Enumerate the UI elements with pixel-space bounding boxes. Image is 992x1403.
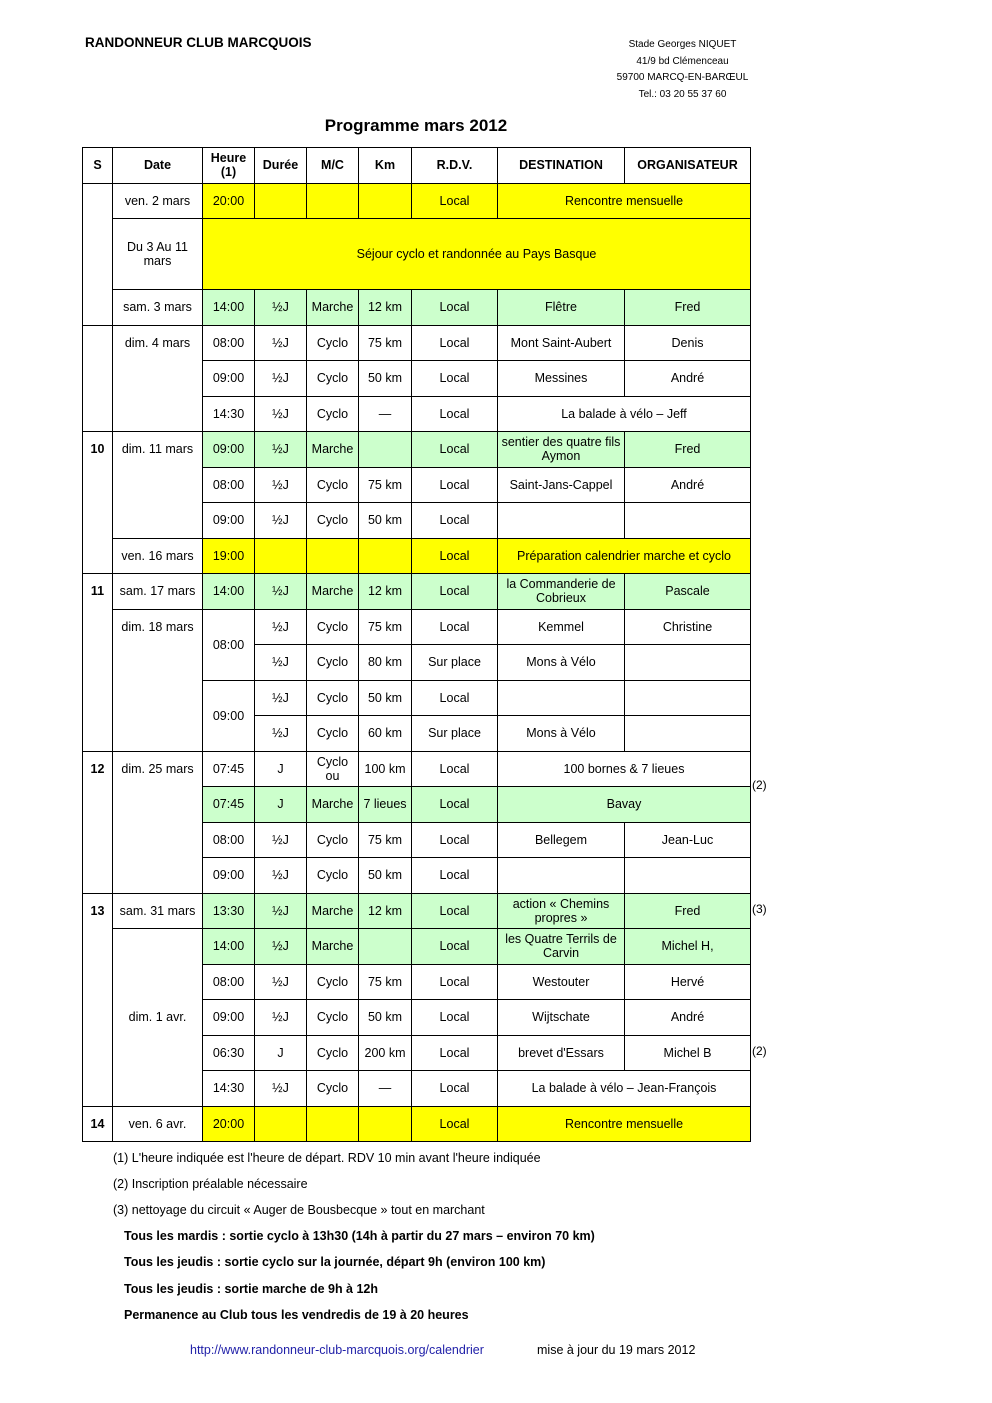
week-cell: 13 <box>83 893 113 1106</box>
rdv-cell: Local <box>412 325 498 361</box>
organizer-cell <box>625 680 751 716</box>
type-cell: Cyclo <box>307 645 359 681</box>
programme-table <box>82 147 751 1142</box>
rdv-cell: Local <box>412 609 498 645</box>
date-cell: dim. 25 mars <box>113 751 203 893</box>
table-row <box>83 325 751 361</box>
destination-cell: la Commanderie de Cobrieux <box>498 574 625 610</box>
organizer-cell <box>625 716 751 752</box>
col-header: Durée <box>255 148 307 184</box>
organizer-cell <box>625 858 751 894</box>
rdv-cell: Local <box>412 538 498 574</box>
col-header: Date <box>113 148 203 184</box>
header-row <box>83 148 751 184</box>
address-line: Stade Georges NIQUET <box>628 39 737 50</box>
organizer-cell: Denis <box>625 325 751 361</box>
km-cell: 12 km <box>359 893 412 929</box>
km-cell: 200 km <box>359 1035 412 1071</box>
announcement: Permanence au Club tous les vendredis de 19 à 20 heures <box>124 1308 469 1322</box>
rdv-cell: Local <box>412 503 498 539</box>
address-line: 59700 MARCQ-EN-BARŒUL <box>616 72 749 84</box>
organizer-cell: Fred <box>625 893 751 929</box>
destination-cell: Mons à Vélo <box>498 645 625 681</box>
duration-cell <box>255 1106 307 1142</box>
announcement: Tous les mardis : sortie cyclo à 13h30 (14h à partir du 27 mars – environ 70 km) <box>124 1229 595 1243</box>
type-cell: Cyclo <box>307 716 359 752</box>
week-cell <box>83 183 113 325</box>
rdv-cell: Local <box>412 432 498 468</box>
destination-cell: Kemmel <box>498 609 625 645</box>
rdv-cell: Local <box>412 290 498 326</box>
table-row <box>83 893 751 929</box>
type-cell: Cyclo <box>307 1035 359 1071</box>
week-cell: 12 <box>83 751 113 893</box>
table-row <box>83 432 751 468</box>
km-cell: 7 lieues <box>359 787 412 823</box>
col-header: DESTINATION <box>498 148 625 184</box>
km-cell <box>359 183 412 219</box>
destination-cell <box>498 503 625 539</box>
duration-cell: J <box>255 1035 307 1071</box>
duration-cell: ½J <box>255 290 307 326</box>
destination-cell: Rencontre mensuelle <box>498 183 751 219</box>
destination-cell: 100 bornes & 7 lieues <box>498 751 751 787</box>
organizer-cell: Jean-Luc <box>625 822 751 858</box>
organizer-cell: André <box>625 1000 751 1036</box>
date-cell: ven. 2 mars <box>113 183 203 219</box>
type-cell: Marche <box>307 290 359 326</box>
side-note: (2) <box>752 1044 767 1058</box>
rdv-cell: Local <box>412 822 498 858</box>
footnote: (2) Inscription préalable nécessaire <box>113 1177 308 1191</box>
calendar-link[interactable]: http://www.randonneur-club-marcquois.org/calendrier <box>190 1343 484 1357</box>
destination-cell: Bavay <box>498 787 751 823</box>
destination-cell <box>498 858 625 894</box>
rdv-cell: Local <box>412 183 498 219</box>
time-cell: 08:00 <box>203 467 255 503</box>
km-cell: 75 km <box>359 609 412 645</box>
type-cell: Marche <box>307 432 359 468</box>
week-cell: 11 <box>83 574 113 752</box>
table-row <box>83 183 751 219</box>
destination-cell: Rencontre mensuelle <box>498 1106 751 1142</box>
type-cell: Cyclo <box>307 964 359 1000</box>
duration-cell: ½J <box>255 645 307 681</box>
date-cell: dim. 4 mars <box>113 325 203 432</box>
rdv-cell: Local <box>412 1000 498 1036</box>
footnote: (3) nettoyage du circuit « Auger de Bousbecque » tout en marchant <box>113 1203 485 1217</box>
destination-cell: Flêtre <box>498 290 625 326</box>
address-line: Tel.: 03 20 55 37 60 <box>638 88 727 100</box>
time-cell: 09:00 <box>203 680 255 751</box>
type-cell: Cyclo <box>307 503 359 539</box>
type-cell: Cyclo <box>307 396 359 432</box>
rdv-cell: Local <box>412 361 498 397</box>
duration-cell: ½J <box>255 361 307 397</box>
time-cell: 09:00 <box>203 503 255 539</box>
type-cell: Marche <box>307 787 359 823</box>
type-cell: Cyclo ou <box>307 751 359 787</box>
type-cell <box>307 1106 359 1142</box>
km-cell: 80 km <box>359 645 412 681</box>
destination-cell: La balade à vélo – Jean-François <box>498 1071 751 1107</box>
week-cell: 10 <box>83 432 113 574</box>
destination-cell: Messines <box>498 361 625 397</box>
km-cell: — <box>359 396 412 432</box>
time-cell: 09:00 <box>203 432 255 468</box>
rdv-cell: Local <box>412 1071 498 1107</box>
km-cell: 60 km <box>359 716 412 752</box>
km-cell: 12 km <box>359 574 412 610</box>
rdv-cell: Sur place <box>412 716 498 752</box>
rdv-cell: Local <box>412 680 498 716</box>
duration-cell: ½J <box>255 1071 307 1107</box>
destination-cell: Séjour cyclo et randonnée au Pays Basque <box>203 219 751 290</box>
destination-cell: les Quatre Terrils de Carvin <box>498 929 625 965</box>
organizer-cell: Pascale <box>625 574 751 610</box>
destination-cell: brevet d'Essars <box>498 1035 625 1071</box>
km-cell: 75 km <box>359 964 412 1000</box>
organizer-cell: Michel H, <box>625 929 751 965</box>
time-cell: 07:45 <box>203 751 255 787</box>
destination-cell: sentier des quatre fils Aymon <box>498 432 625 468</box>
date-cell: sam. 3 mars <box>113 290 203 326</box>
side-note: (2) <box>752 778 767 792</box>
km-cell: 50 km <box>359 1000 412 1036</box>
organizer-cell: Fred <box>625 432 751 468</box>
organizer-cell: André <box>625 467 751 503</box>
time-cell: 14:00 <box>203 290 255 326</box>
table-row <box>83 751 751 787</box>
destination-cell: Mons à Vélo <box>498 716 625 752</box>
duration-cell: ½J <box>255 503 307 539</box>
table-row <box>83 290 751 326</box>
type-cell: Cyclo <box>307 467 359 503</box>
table-row <box>83 929 751 965</box>
duration-cell: J <box>255 787 307 823</box>
type-cell <box>307 538 359 574</box>
km-cell: 50 km <box>359 361 412 397</box>
duration-cell: ½J <box>255 964 307 1000</box>
rdv-cell: Local <box>412 929 498 965</box>
destination-cell: Westouter <box>498 964 625 1000</box>
duration-cell: ½J <box>255 858 307 894</box>
duration-cell <box>255 183 307 219</box>
rdv-cell: Sur place <box>412 645 498 681</box>
col-header: Km <box>359 148 412 184</box>
table-row <box>83 609 751 645</box>
km-cell: 50 km <box>359 858 412 894</box>
col-header: S <box>83 148 113 184</box>
time-cell: 14:30 <box>203 396 255 432</box>
duration-cell: ½J <box>255 432 307 468</box>
destination-cell: Bellegem <box>498 822 625 858</box>
duration-cell: ½J <box>255 716 307 752</box>
organizer-cell: Michel B <box>625 1035 751 1071</box>
type-cell: Cyclo <box>307 822 359 858</box>
club-name: RANDONNEUR CLUB MARCQUOIS <box>85 35 312 50</box>
date-cell: dim. 18 mars <box>113 609 203 751</box>
week-cell <box>83 325 113 432</box>
announcement: Tous les jeudis : sortie marche de 9h à 12h <box>124 1282 379 1296</box>
duration-cell: J <box>255 751 307 787</box>
time-cell: 08:00 <box>203 964 255 1000</box>
duration-cell <box>255 538 307 574</box>
type-cell: Cyclo <box>307 1000 359 1036</box>
time-cell: 13:30 <box>203 893 255 929</box>
organizer-cell: Hervé <box>625 964 751 1000</box>
date-cell: dim. 1 avr. <box>113 929 203 1107</box>
rdv-cell: Local <box>412 787 498 823</box>
km-cell: 100 km <box>359 751 412 787</box>
address-line: 41/9 bd Clémenceau <box>636 55 729 67</box>
destination-cell: La balade à vélo – Jeff <box>498 396 751 432</box>
destination-cell: Mont Saint-Aubert <box>498 325 625 361</box>
organizer-cell: Christine <box>625 609 751 645</box>
type-cell: Marche <box>307 893 359 929</box>
km-cell: 50 km <box>359 503 412 539</box>
type-cell: Cyclo <box>307 1071 359 1107</box>
date-cell: ven. 16 mars <box>113 538 203 574</box>
rdv-cell: Local <box>412 893 498 929</box>
week-cell: 14 <box>83 1106 113 1142</box>
date-cell: sam. 17 mars <box>113 574 203 610</box>
date-cell: Du 3 Au 11 mars <box>113 219 203 290</box>
organizer-cell <box>625 645 751 681</box>
col-header: Heure (1) <box>203 148 255 184</box>
rdv-cell: Local <box>412 964 498 1000</box>
duration-cell: ½J <box>255 609 307 645</box>
table-row <box>83 574 751 610</box>
destination-cell: Saint-Jans-Cappel <box>498 467 625 503</box>
col-header: M/C <box>307 148 359 184</box>
time-cell: 14:00 <box>203 574 255 610</box>
time-cell: 19:00 <box>203 538 255 574</box>
km-cell: 50 km <box>359 680 412 716</box>
km-cell <box>359 1106 412 1142</box>
destination-cell: Préparation calendrier marche et cyclo <box>498 538 751 574</box>
km-cell <box>359 432 412 468</box>
duration-cell: ½J <box>255 893 307 929</box>
table-row <box>83 219 751 290</box>
time-cell: 09:00 <box>203 858 255 894</box>
type-cell: Cyclo <box>307 609 359 645</box>
rdv-cell: Local <box>412 574 498 610</box>
time-cell: 08:00 <box>203 609 255 680</box>
organizer-cell <box>625 503 751 539</box>
km-cell: 75 km <box>359 325 412 361</box>
date-cell: ven. 6 avr. <box>113 1106 203 1142</box>
date-cell: dim. 11 mars <box>113 432 203 539</box>
type-cell: Cyclo <box>307 858 359 894</box>
time-cell: 07:45 <box>203 787 255 823</box>
table-row <box>83 1106 751 1142</box>
rdv-cell: Local <box>412 751 498 787</box>
duration-cell: ½J <box>255 574 307 610</box>
time-cell: 14:00 <box>203 929 255 965</box>
col-header: R.D.V. <box>412 148 498 184</box>
destination-cell: Wijtschate <box>498 1000 625 1036</box>
km-cell: 75 km <box>359 467 412 503</box>
time-cell: 20:00 <box>203 1106 255 1142</box>
update-date: mise à jour du 19 mars 2012 <box>537 1343 696 1357</box>
time-cell: 06:30 <box>203 1035 255 1071</box>
duration-cell: ½J <box>255 680 307 716</box>
destination-cell <box>498 680 625 716</box>
time-cell: 20:00 <box>203 183 255 219</box>
rdv-cell: Local <box>412 858 498 894</box>
duration-cell: ½J <box>255 396 307 432</box>
rdv-cell: Local <box>412 396 498 432</box>
type-cell: Cyclo <box>307 680 359 716</box>
km-cell: 75 km <box>359 822 412 858</box>
duration-cell: ½J <box>255 325 307 361</box>
time-cell: 14:30 <box>203 1071 255 1107</box>
col-header: ORGANISATEUR <box>625 148 751 184</box>
duration-cell: ½J <box>255 822 307 858</box>
destination-cell: action « Chemins propres » <box>498 893 625 929</box>
km-cell: — <box>359 1071 412 1107</box>
announcement: Tous les jeudis : sortie cyclo sur la journée, départ 9h (environ 100 km) <box>124 1255 546 1269</box>
duration-cell: ½J <box>255 467 307 503</box>
km-cell: 12 km <box>359 290 412 326</box>
type-cell: Cyclo <box>307 361 359 397</box>
time-cell: 09:00 <box>203 1000 255 1036</box>
side-note: (3) <box>752 902 767 916</box>
organizer-cell: Fred <box>625 290 751 326</box>
date-cell: sam. 31 mars <box>113 893 203 929</box>
duration-cell: ½J <box>255 929 307 965</box>
time-cell: 08:00 <box>203 325 255 361</box>
type-cell: Cyclo <box>307 325 359 361</box>
rdv-cell: Local <box>412 1035 498 1071</box>
rdv-cell: Local <box>412 467 498 503</box>
rdv-cell: Local <box>412 1106 498 1142</box>
type-cell <box>307 183 359 219</box>
time-cell: 08:00 <box>203 822 255 858</box>
page-title: Programme mars 2012 <box>324 116 508 135</box>
footnote: (1) L'heure indiquée est l'heure de départ. RDV 10 min avant l'heure indiquée <box>113 1151 541 1165</box>
type-cell: Marche <box>307 574 359 610</box>
club-address <box>590 37 775 103</box>
time-cell: 09:00 <box>203 361 255 397</box>
km-cell <box>359 538 412 574</box>
organizer-cell: André <box>625 361 751 397</box>
duration-cell: ½J <box>255 1000 307 1036</box>
type-cell: Marche <box>307 929 359 965</box>
table-row <box>83 538 751 574</box>
km-cell <box>359 929 412 965</box>
